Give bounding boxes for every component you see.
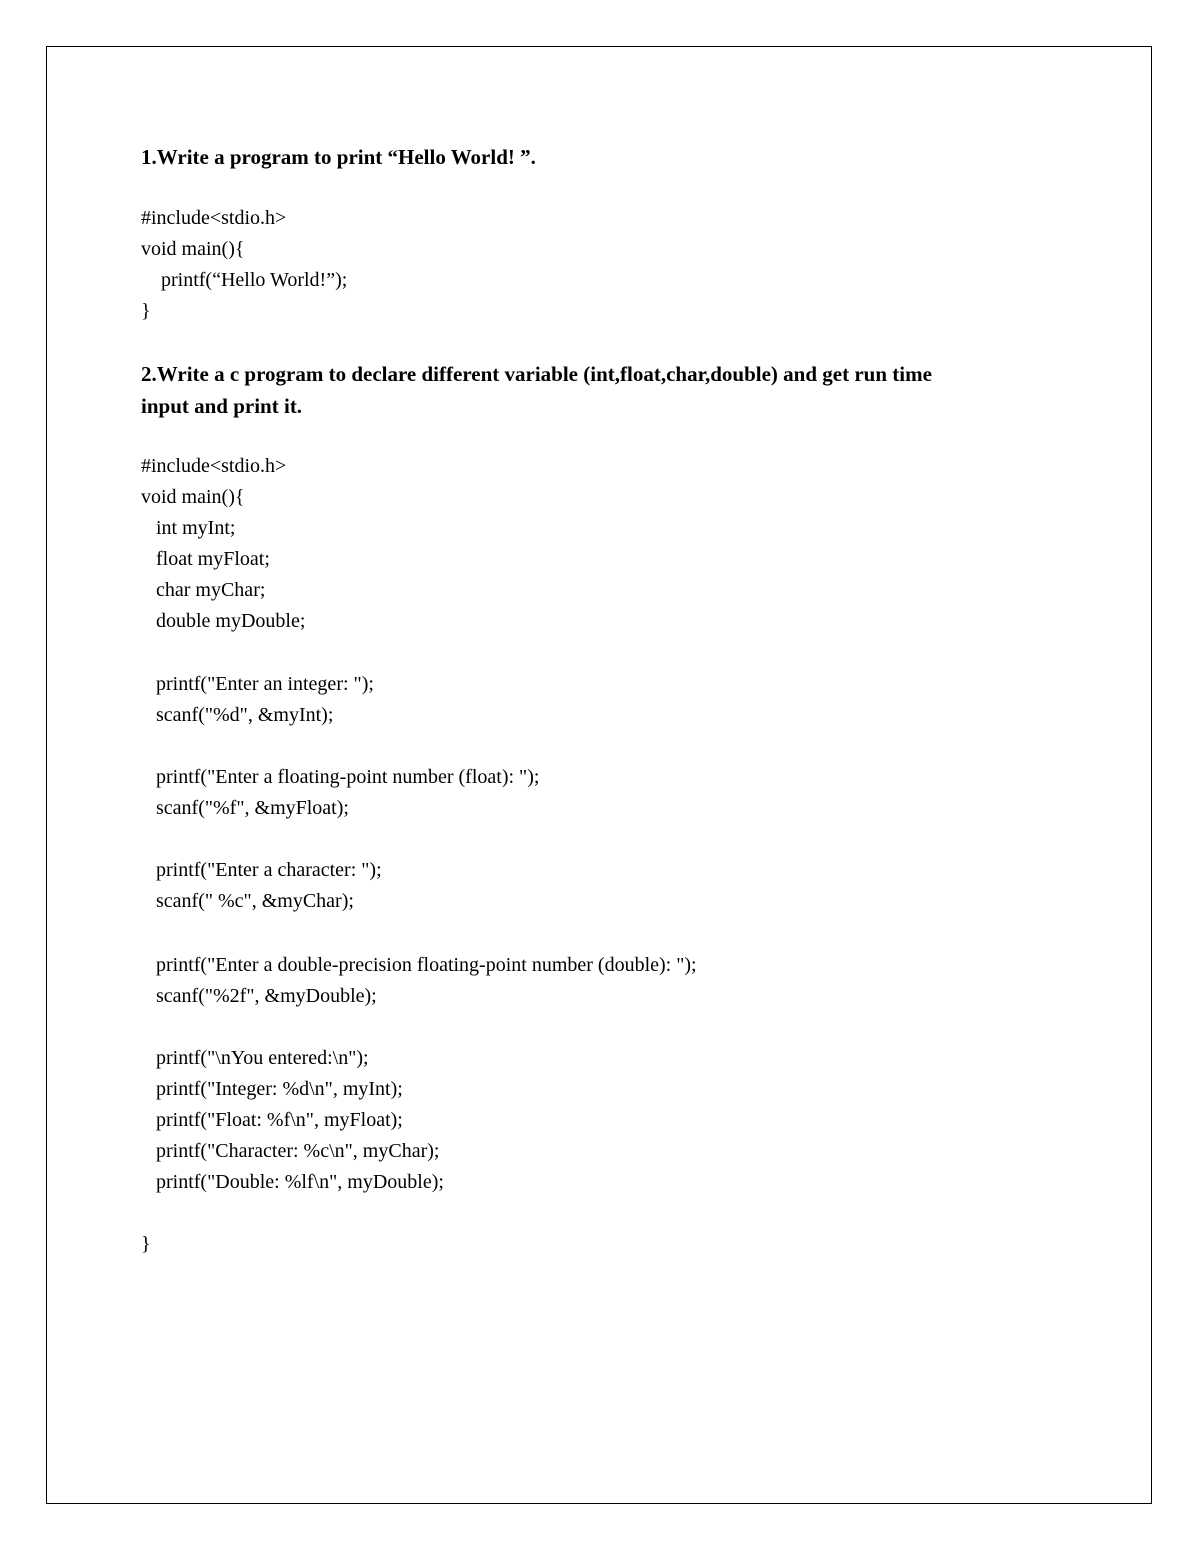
q2-code-line: scanf("%d", &myInt); xyxy=(141,704,334,726)
q1-code-line: void main(){ xyxy=(141,238,245,260)
q2-code-line: scanf("%2f", &myDouble); xyxy=(141,985,377,1007)
question-2-title-line: 2.Write a c program to declare different variable (int,float,char,double) and get run time xyxy=(141,362,932,386)
q2-code-line: float myFloat; xyxy=(141,548,270,570)
q2-code-line: printf("Integer: %d\n", myInt); xyxy=(141,1078,403,1100)
q1-code-line: #include<stdio.h> xyxy=(141,207,287,229)
q2-code-line: #include<stdio.h> xyxy=(141,455,287,477)
q2-code-line: char myChar; xyxy=(141,579,266,601)
q2-code-line: scanf(" %c", &myChar); xyxy=(141,890,354,912)
q2-code-line: printf("Enter an integer: "); xyxy=(141,673,374,695)
q2-code-line: scanf("%f", &myFloat); xyxy=(141,797,349,819)
question-1-title: 1.Write a program to print “Hello World! ”. xyxy=(141,145,536,169)
q2-code-line: printf("Enter a character: "); xyxy=(141,859,382,881)
q2-code-line: printf("Float: %f\n", myFloat); xyxy=(141,1109,403,1131)
q2-code-line: printf("Enter a floating-point number (float): "); xyxy=(141,766,540,788)
q2-code-line: printf("\nYou entered:\n"); xyxy=(141,1047,369,1069)
q1-code-line: printf(“Hello World!”); xyxy=(141,269,348,291)
q1-code-line: } xyxy=(141,300,151,322)
q2-code-line: printf("Double: %lf\n", myDouble); xyxy=(141,1171,444,1193)
q2-code-line: printf("Enter a double-precision floating-point number (double): "); xyxy=(141,954,697,976)
q2-code-line: double myDouble; xyxy=(141,610,306,632)
q2-code-line: int myInt; xyxy=(141,517,236,539)
q2-code-line: void main(){ xyxy=(141,486,245,508)
question-2-title-line: input and print it. xyxy=(141,394,303,418)
q2-code-line: printf("Character: %c\n", myChar); xyxy=(141,1140,440,1162)
q2-code-line: } xyxy=(141,1233,151,1255)
